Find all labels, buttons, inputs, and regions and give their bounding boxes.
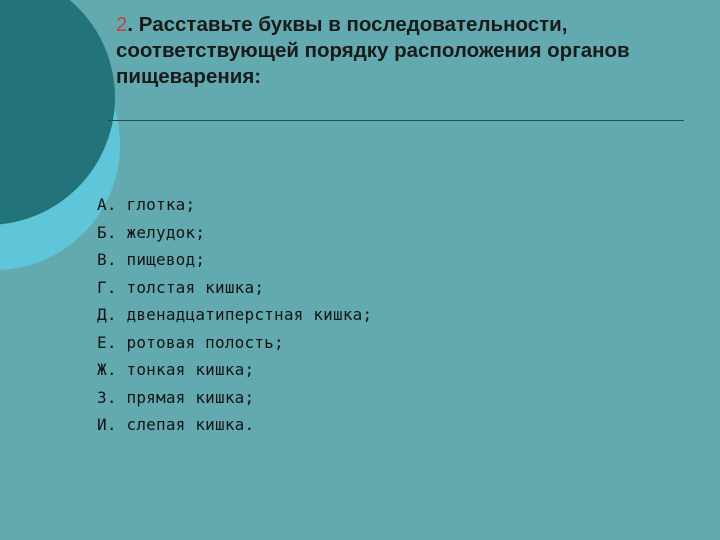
option-v: В. пищевод;	[97, 250, 206, 269]
option-i: И. слепая кишка.	[97, 415, 255, 434]
slide-title	[116, 12, 676, 90]
option-b: Б. желудок;	[97, 222, 206, 242]
option-g: Г. толстая кишка;	[97, 277, 265, 297]
title-divider	[108, 120, 684, 121]
option-d: Д. двенадцатиперстная кишка;	[97, 305, 373, 324]
option-a: А. глотка;	[97, 195, 196, 214]
option-z: З. прямая кишка;	[97, 387, 255, 407]
answer-options-list	[97, 191, 372, 439]
option-e: Е. ротовая полость;	[97, 332, 284, 352]
question-text: . Расставьте буквы в последовательности, соответствующей порядку расположения органов пищеварения:	[116, 13, 630, 88]
option-zh: Ж. тонкая кишка;	[97, 360, 255, 379]
question-number: 2	[116, 13, 128, 36]
